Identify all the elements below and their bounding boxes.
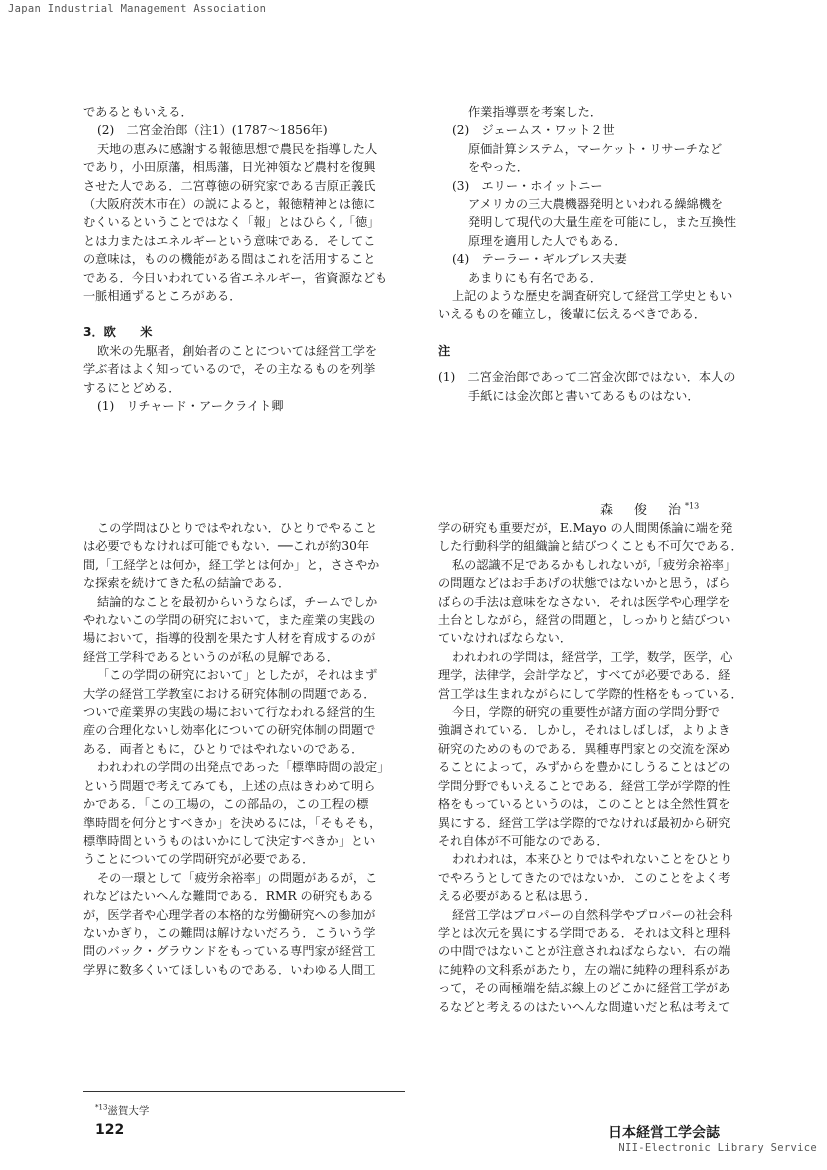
- text-line: この学問はひとりではやれない．ひとりでやること: [97, 521, 378, 535]
- text-line: 作業指導票を考案した．: [468, 105, 603, 119]
- text-line: やれないこの学問の研究において，また産業の実践の: [83, 613, 376, 628]
- text-line: 土台としながら，経営の問題と，しっかりと結びつい: [438, 613, 731, 628]
- text-line: な探索を続けてきた私の結論である．: [83, 576, 291, 591]
- text-line: いえるものを確立し，後輩に伝えるべきである．: [438, 307, 707, 322]
- text-line: われわれの学問の出発点であった「標準時間の設定」: [97, 760, 390, 775]
- list-item-heading: (3) エリー・ホイットニー: [452, 178, 603, 193]
- text-line: 欧米の先駆者，創始者のことについては経営工学を: [97, 343, 378, 358]
- footnote: [95, 1103, 149, 1118]
- note-item: 手紙には金次郎と書いてあるものはない．: [468, 388, 700, 403]
- text-line: 原価計算システム，マーケット・リサーチなど: [468, 141, 723, 156]
- text-line: 経営工学はプロパーの自然科学やプロパーの社会科: [452, 907, 733, 922]
- text-line: ないかぎり，この難問は解けないだろう．こういう学: [83, 925, 376, 940]
- article-author: [600, 499, 699, 518]
- list-item-heading: (2) 二宮金治郎（注1）(1787～1856年): [97, 123, 328, 138]
- text-line: であるともいえる．: [83, 105, 193, 119]
- text-line: 研究のためのものである．異種専門家との交流を深め: [438, 741, 731, 756]
- text-line: 学とは次元を異にする学問である．それは文科と理科: [438, 925, 731, 940]
- section-heading: 3．欧 米: [83, 325, 153, 340]
- text-line: るなどと考えるのはたいへんな間違いだと私は考えて: [438, 999, 731, 1014]
- list-item-heading: (1) リチャード・アークライト卿: [97, 399, 284, 414]
- text-line: するにとどめる．: [83, 380, 181, 395]
- text-line: われわれは，本来ひとりではやれないことをひとり: [452, 852, 733, 867]
- text-line: という問題で考えてみても，上述の点はきわめて明ら: [83, 778, 376, 793]
- text-line: 産の合理化ないし効率化についての研究体制の問題で: [83, 723, 376, 738]
- text-line: 私の認識不足であるかもしれないが,「疲労余裕率」: [452, 557, 737, 572]
- top-right-column: [438, 103, 736, 405]
- text-line: 間,「工経学とは何か，経工学とは何か」と，ささやか: [83, 557, 380, 572]
- text-line: かである．「この工場の，この部品の，この工程の標: [83, 797, 369, 812]
- text-line: （大阪府茨木市在）の説によると，報徳精神とは徳に: [83, 197, 376, 212]
- text-line: える必要があると私は思う．: [438, 889, 597, 904]
- text-line: させた人である．二宮尊徳の研究家である吉原正義氏: [83, 178, 376, 193]
- list-item-heading: (2) ジェームス・ワット２世: [452, 123, 615, 138]
- text-line: 強調されている．しかし，それはしばしば，よりよき: [438, 723, 731, 738]
- text-line: その一環として「疲労余裕率」の問題があるが，こ: [97, 870, 378, 885]
- text-line: ることによって，みずからを豊かにしうることはどの: [438, 760, 731, 775]
- text-line: でやろうとしてきたのではないか．このことをよく考: [438, 870, 731, 885]
- text-line: 場において，指導的役割を果たす人材を育成するのが: [83, 631, 376, 646]
- text-line: をやった．: [468, 160, 529, 175]
- text-line: われわれの学問は，経営学，工学，数学，医学，心: [452, 649, 733, 664]
- text-line: が，医学者や心理学者の本格的な労働研究への参加が: [83, 907, 376, 922]
- text-line: それ自体が不可能なのである．: [438, 833, 609, 848]
- text-line: アメリカの三大農機器発明といわれる繰綿機を: [468, 197, 724, 212]
- top-left-column: [83, 103, 387, 416]
- text-line: 標準時間というものはいかにして決定すべきか」とい: [83, 833, 376, 848]
- text-line: である．今日いわれている省エネルギー，省資源なども: [83, 270, 388, 285]
- text-line: は必要でもなければ可能でもない．──これが約30年: [83, 539, 370, 554]
- text-line: 「この学問の研究において」としたが，それはまず: [97, 668, 378, 683]
- journal-name: 日本経営工学会誌: [608, 1125, 720, 1141]
- text-line: 格をもっているというのは，このこととは全然性質を: [438, 797, 731, 812]
- text-line: 準時間を何分とすべきか」を決めるには，「そもそも，: [83, 815, 382, 830]
- footnote-mark: *13: [95, 1103, 108, 1112]
- list-item-heading: (4) テーラー・ギルブレス夫妻: [452, 252, 627, 267]
- text-line: の問題などはお手あげの状態ではないかと思う，ばら: [438, 576, 731, 591]
- text-line: 今日，学際的研究の重要性が諸方面の学問分野で: [452, 705, 721, 720]
- text-line: 一脈相通ずるところがある．: [83, 289, 242, 304]
- archive-header: Japan Industrial Management Association: [8, 3, 267, 15]
- text-line: 学問分野でもいえることである．経営工学が学際的性: [438, 778, 731, 793]
- text-line: むくいるということではなく「報」とはひらく,「徳」: [83, 215, 380, 230]
- text-line: 経営工学科であるというのが私の見解である．: [83, 649, 339, 664]
- bottom-left-column: [83, 519, 389, 979]
- text-line: 営工学は生まれながらにして学際的性格をもっている．: [438, 686, 743, 701]
- author-footnote-mark: *13: [685, 501, 700, 511]
- text-line: 発明して現代の大量生産を可能にし，また互換性: [468, 215, 737, 230]
- text-line: 上記のような歴史を調査研究して経営工学史ともい: [452, 289, 733, 304]
- text-line: の中間ではないことが注意されねばならない．右の端: [438, 944, 731, 959]
- text-line: ばらの手法は意味をなさない．それは医学や心理学を: [438, 594, 731, 609]
- text-line: とは力またはエネルギーという意味である．そしてこ: [83, 233, 376, 248]
- text-line: 結論的なことを最初からいうならば，チームでしか: [97, 594, 378, 609]
- text-line: 天地の恵みに感謝する報徳思想で農民を指導した人: [97, 141, 378, 156]
- author-name: 森 俊 治: [600, 503, 686, 518]
- text-line: ある．両者ともに，ひとりではやれないのである．: [83, 741, 364, 756]
- bottom-right-column: [438, 519, 743, 1016]
- text-line: 理学，法律学，会計学など，すべてが必要である．経: [438, 668, 731, 683]
- text-line: 原理を適用した人でもある．: [468, 233, 627, 248]
- archive-footer: NII-Electronic Library Service: [618, 1142, 817, 1154]
- footnote-divider: [83, 1091, 405, 1092]
- note-item: (1) 二宮金治郎であって二宮金次郎ではない．本人の: [438, 370, 736, 385]
- text-line: ていなければならない．: [438, 631, 573, 646]
- text-line: に純粋の文科系があたり，左の端に純粋の理科系があ: [438, 962, 731, 977]
- text-line: 学ぶ者はよく知っているので，その主なるものを列挙: [83, 362, 376, 377]
- text-line: 学の研究も重要だが，E.Mayo の人間関係論に端を発: [438, 521, 733, 535]
- page-number: 122: [95, 1122, 125, 1138]
- text-line: であり，小田原藩，相馬藩，日光神領など農村を復興: [83, 160, 376, 175]
- notes-heading: 注: [438, 343, 451, 358]
- text-line: 異にする．経営工学は学際的でなければ最初から研究: [438, 815, 731, 830]
- text-line: 問のバック・グラウンドをもっている専門家が経営工: [83, 944, 376, 959]
- text-line: ついで産業界の実践の場において行なわれる経営的生: [83, 705, 376, 720]
- footnote-text: 滋賀大学: [107, 1105, 150, 1117]
- text-line: って，その両極端を結ぶ線上のどこかに経営工学があ: [438, 981, 731, 996]
- text-line: した行動科学的組織論と結びつくことも不可欠である．: [438, 539, 743, 554]
- text-line: あまりにも有名である．: [468, 270, 603, 285]
- text-line: うことについての学問研究が必要である．: [83, 852, 315, 867]
- text-line: 学界に数多くいてほしいものである．いわゆる人間工: [83, 962, 376, 977]
- text-line: れなどはたいへんな難問である．RMR の研究もある: [83, 889, 374, 904]
- text-line: の意味は，ものの機能がある間はこれを活用すること: [83, 252, 376, 267]
- text-line: 大学の経営工学教室における研究体制の問題である．: [83, 686, 376, 701]
